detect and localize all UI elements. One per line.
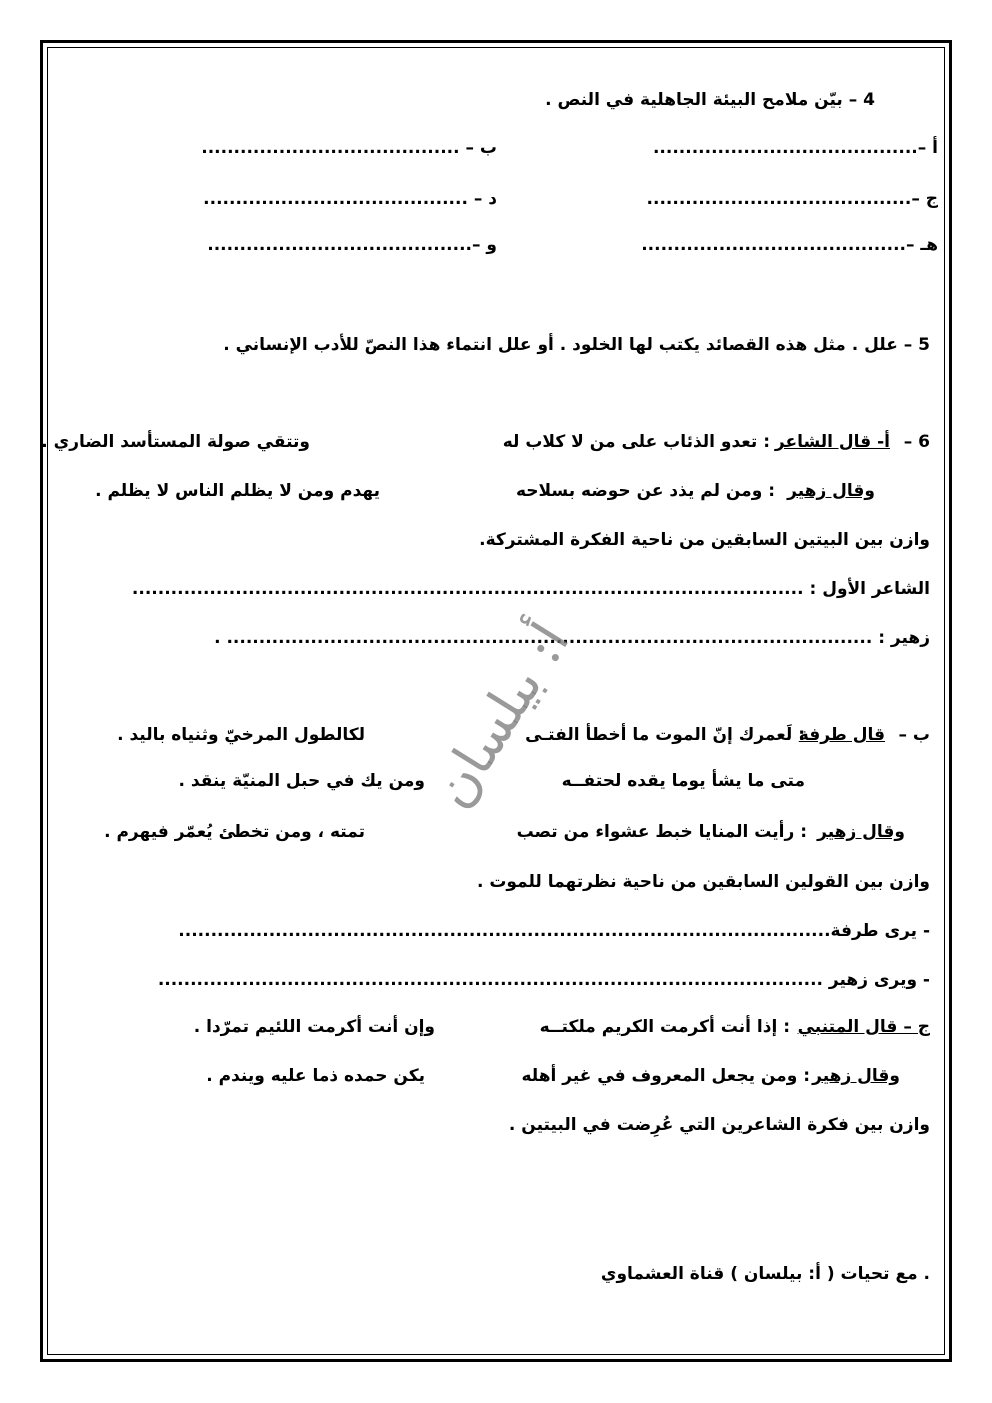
q6a-task: وازن بين البيتين السابقين من ناحية الفكرة المشتركة. (479, 530, 930, 550)
q6b-verse1-second: لكالطول المرخيّ وثنياه باليد . (117, 725, 365, 745)
watermark: أ: بيلسان (420, 612, 582, 819)
q6b-verse1-first: : لَعمرك إنّ الموت ما أخطأ الفتـى (525, 725, 805, 745)
q4-answer-a[interactable]: أ –......................................... (652, 138, 938, 158)
q6a-verse2-first: : ومن لم يذد عن حوضه بسلاحه (515, 481, 775, 501)
q6a-poet2-answer[interactable]: زهير : .................................................................................................... . (214, 628, 930, 648)
q6a-verse1-second: وتتقي صولة المستأسد الضاري . (41, 432, 310, 452)
q6b-label: قال طرفة (798, 725, 885, 745)
q6c-label2: وقال زهير (812, 1066, 900, 1086)
q6a-label: أ- قال الشاعر (774, 432, 890, 452)
q6b-zuhair-answer[interactable]: - ويرى زهير ....................................................................................................... (157, 970, 930, 990)
q6c-verse2-second: يكن حمده ذما عليه ويندم . (206, 1066, 425, 1086)
q4-answer-h[interactable]: هـ –......................................... (641, 235, 938, 255)
q6b-verse2-first: متى ما يشأ يوما يقده لحتفــه (561, 771, 805, 791)
q6c-verse1-first: : إذا أنت أكرمت الكريم ملكتــه (539, 1017, 790, 1037)
q4-answer-b[interactable]: ب – ........................................ (201, 138, 497, 158)
q5-title: 5 – علل . مثل هذه القصائد يكتب لها الخلود . أو علل انتماء هذا النصّ للأدب الإنساني . (223, 335, 930, 355)
q6b-verse3-second: تمته ، ومن تخطئ يُعمّر فيهرم . (104, 822, 365, 842)
q6b-verse2-second: ومن يك في حبل المنيّة ينقد . (178, 771, 425, 791)
q6b-label2: وقال زهير (817, 822, 905, 842)
q6a-label2: وقال زهير (787, 481, 875, 501)
q6a-poet1-answer[interactable]: الشاعر الأول : ........................................................................................................ (131, 579, 930, 599)
q6a-verse1-first: : تعدو الذئاب على من لا كلاب له (502, 432, 770, 452)
q6b-tarafa-answer[interactable]: - يرى طرفة..................................................................................................... (178, 921, 930, 941)
footer-credit: . مع تحيات ( أ: بيلسان ) قناة العشماوي (600, 1264, 930, 1284)
q6b-prefix: ب – (898, 725, 930, 745)
q6a-verse2-second: يهدم ومن لا يظلم الناس لا يظلم . (95, 481, 380, 501)
q6b-task: وازن بين القولين السابقين من ناحية نظرتهما للموت . (476, 872, 930, 892)
q6c-task: وازن بين فكرة الشاعرين التي عُرِضت في البيتين . (508, 1115, 930, 1135)
q4-answer-w[interactable]: و –......................................... (207, 235, 497, 255)
q4-answer-d[interactable]: د – ......................................... (203, 189, 497, 209)
q6c-verse1-second: وإن أنت أكرمت اللئيم تمرّدا . (193, 1017, 435, 1037)
q4-answer-c[interactable]: ج –......................................... (646, 189, 938, 209)
q6c-verse2-first: : ومن يجعل المعروف في غير أهله (521, 1066, 810, 1086)
q6-number: 6 – (903, 432, 930, 452)
q6b-verse3-first: : رأيت المنايا خبط عشواء من تصب (516, 822, 807, 842)
q6c-label: ج – قال المتنبي (797, 1017, 930, 1037)
